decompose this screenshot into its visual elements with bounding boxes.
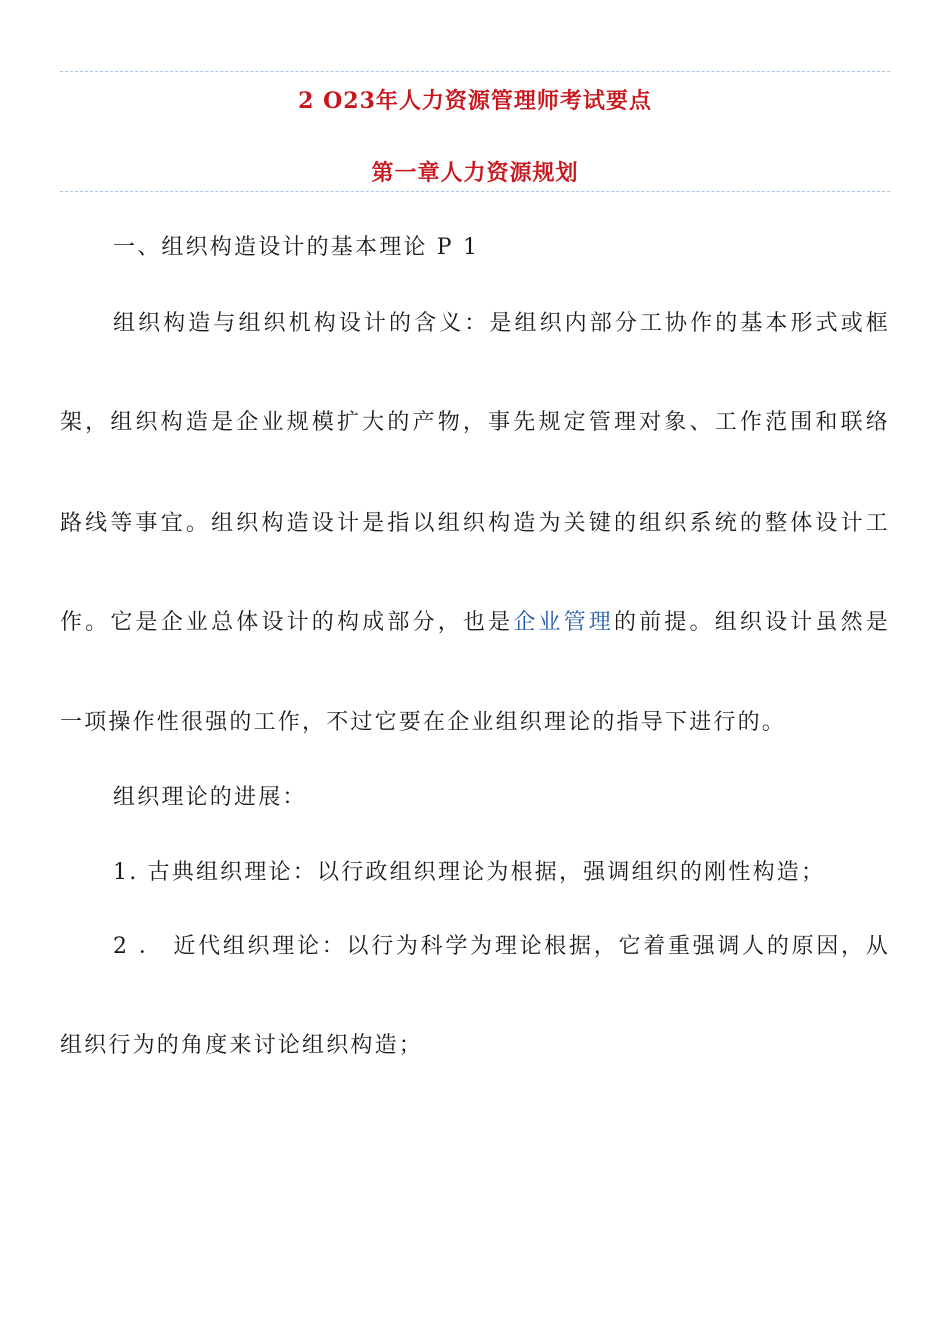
- chapter-title: 第一章人力资源规划: [371, 160, 579, 186]
- definition-line-4-text-a: 作。它是企业总体设计的构成部分，也是: [60, 610, 514, 635]
- section-heading: 一、组织构造设计的基本理论 P 1: [113, 235, 480, 260]
- document-title: 2 O23年人力资源管理师考试要点: [298, 88, 652, 114]
- list-item-classical-theory: 1. 古典组织理论：以行政组织理论为根据，强调组织的刚性构造；: [113, 860, 826, 885]
- list-item-modern-theory: 2 ． 近代组织理论：以行为科学为理论根据，它着重强调人的原因，从: [113, 934, 890, 959]
- definition-line-5: 一项操作性很强的工作，不过它要在企业组织理论的指导下进行的。: [60, 710, 787, 735]
- enterprise-management-link[interactable]: 企业管理: [513, 610, 614, 635]
- definition-line-2: 架，组织构造是企业规模扩大的产物，事先规定管理对象、工作范围和联络: [60, 410, 890, 435]
- definition-line-1: 组织构造与组织机构设计的含义：是组织内部分工协作的基本形式或框: [113, 311, 890, 336]
- bottom-dashed-rule: [60, 191, 890, 192]
- list-item-modern-theory-continued: 组织行为的角度来讨论组织构造；: [60, 1033, 424, 1058]
- definition-line-3: 路线等事宜。组织构造设计是指以组织构造为关键的组织系统的整体设计工: [60, 511, 890, 536]
- definition-line-4-text-b: 的前提。组织设计虽然是: [613, 610, 890, 635]
- definition-line-4: [60, 605, 890, 636]
- top-dashed-rule: [60, 71, 890, 72]
- progress-heading: 组织理论的进展：: [113, 785, 307, 810]
